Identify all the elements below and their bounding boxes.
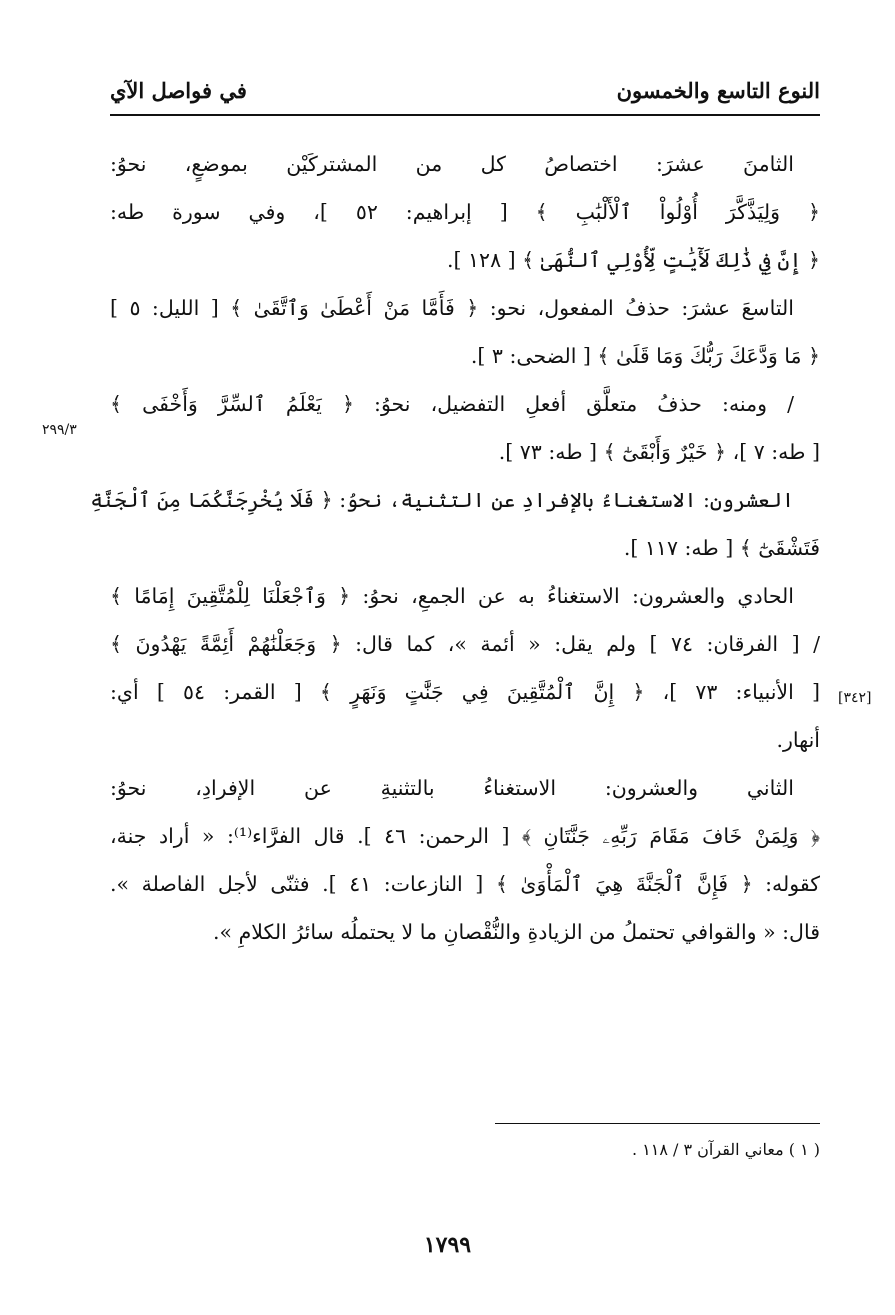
text-line: أنهار. <box>776 728 820 752</box>
text-line: الثاني والعشرون: الاستغناءُ بالتثنيةِ عن الإفرادِ، نحوُ: <box>110 776 794 800</box>
header-rule <box>110 114 820 116</box>
section-title: في فواصل الآي <box>110 78 247 103</box>
main-text <box>90 140 820 956</box>
text-line: / ومنه: حذفُ متعلَّق أفعلِ التفضيل، نحوُ: ﴿ يَعْلَمُ ٱلسِّرَّ وَأَخْفَى ﴾ <box>110 392 794 416</box>
footnote: ( ١ ) معاني القرآن ٣ / ١١٨ . <box>631 1140 820 1159</box>
text-line: [ طه: ٧ ]، ﴿ خَيْرٌ وَأَبْقَىٰٓ ﴾ [ طه: ٧٣ ]. <box>498 440 820 464</box>
text-line: ﴿ وَلِيَذَّكَّرَ أُوْلُواْ ٱلْأَلْبَٰبِ ﴾ [ إبراهيم: ٥٢ ]، وفي سورة طه: <box>110 200 820 224</box>
chapter-title: النوع التاسع والخمسون <box>616 78 820 103</box>
text-line: ﴿ مَا وَدَّعَكَ رَبُّكَ وَمَا قَلَىٰ ﴾ [ الضحى: ٣ ]. <box>470 344 820 368</box>
text-line: / [ الفرقان: ٧٤ ] ولم يقل: « أئمة »، كما قال: ﴿ وَجَعَلْنَٰهُمْ أَئِمَّةً يَهْدُونَ ﴾ <box>110 632 820 656</box>
margin-reference: ٢٩٩/٣ <box>42 422 77 438</box>
text-line: قال: « والقوافي تحتملُ من الزيادةِ والنُّقْصانِ ما لا يحتملُه سائرُ الكلامِ ». <box>213 920 820 944</box>
text-line: التاسعَ عشرَ: حذفُ المفعول، نحو: ﴿ فَأَمَّا مَنْ أَعْطَىٰ وَٱتَّقَىٰ ﴾ [ الليل: ٥ ] <box>110 296 794 320</box>
footnote-rule <box>495 1123 820 1124</box>
text-line: [ الأنبياء: ٧٣ ]، ﴿ إِنَّ ٱلْمُتَّقِينَ فِي جَنَّٰتٍ وَنَهَرٍ ﴾ [ القمر: ٥٤ ] أي: <box>110 680 820 704</box>
margin-reference: [٣٤٢] <box>838 690 872 706</box>
text-line: ﴿ إِنَّ فِي ذَٰلِكَ لَأٓيَٰتٍ لِّأُوْلِي ٱلنُّهَىٰ ﴾ [ ١٢٨ ]. <box>447 248 820 272</box>
text-line: كقوله: ﴿ فَإِنَّ ٱلْجَنَّةَ هِيَ ٱلْمَأْوَىٰ ﴾ [ النازعات: ٤١ ]. فثنّى لأجل الفاصلة ». <box>110 872 820 896</box>
text-line: الثامنَ عشرَ: اختصاصُ كل من المشتركَيْن بموضعٍ، نحوُ: <box>110 152 794 176</box>
text-line: الحادي والعشرون: الاستغناءُ به عن الجمعِ، نحوُ: ﴿ وَٱجْعَلْنَا لِلْمُتَّقِينَ إِمَامًا ﴾ <box>110 584 794 608</box>
page-number: ١٧٩٩ <box>423 1232 472 1258</box>
text-line: فَتَشْقَىٰٓ ﴾ [ طه: ١١٧ ]. <box>623 536 820 560</box>
running-header <box>110 78 820 112</box>
text-line: العشرون: الاستغناءُ بالإفرادِ عن التثنية، نحوُ: ﴿ فَلَا يُخْرِجَنَّكُمَا مِنَ ٱلْجَنَّةِ <box>90 488 794 512</box>
text-line: ﴿ وَلِمَنْ خَافَ مَقَامَ رَبِّهِۦ جَنَّتَانِ ﴾ [ الرحمن: ٤٦ ]. قال الفرَّاء⁽¹⁾: « أراد جنة، <box>110 824 820 848</box>
